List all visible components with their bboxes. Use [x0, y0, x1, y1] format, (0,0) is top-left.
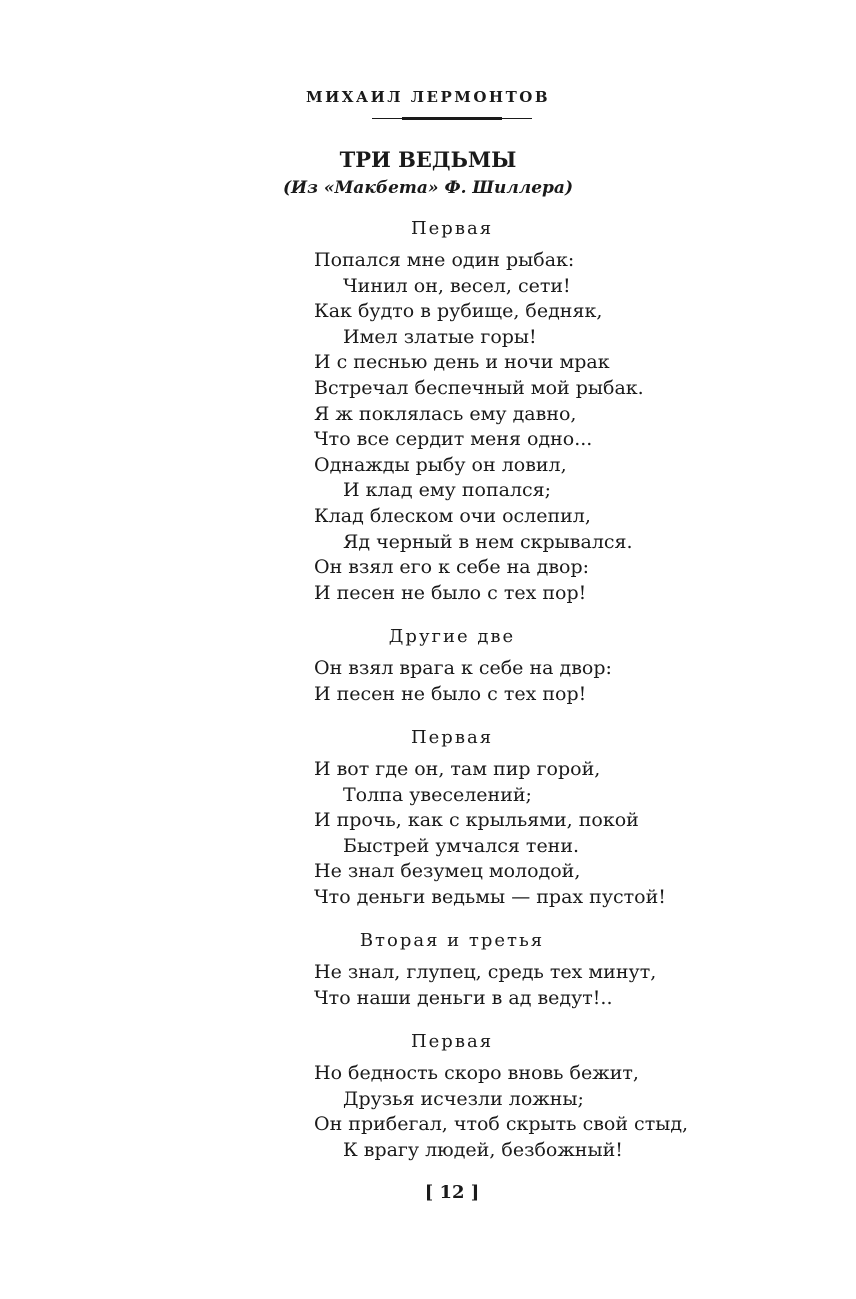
verse-line: Однажды рыбу он ловил,: [314, 453, 567, 476]
speaker-label: Другие две: [388, 626, 516, 647]
verse-line: Он взял врага к себе на двор:: [314, 657, 612, 679]
verse-line: И клад ему попался;: [343, 479, 552, 502]
verse-line: Что наши деньги в ад ведут!..: [314, 986, 613, 1009]
poem-subtitle: (Из «Макбета» Ф. Шиллера): [282, 178, 573, 198]
running-header-author: МИХАИЛ ЛЕРМОНТОВ: [305, 88, 551, 106]
verse-line: Что деньги ведьмы — прах пустой!: [314, 885, 666, 908]
verse-line: И песен не было с тех пор!: [314, 581, 587, 604]
speaker-label: Вторая и третья: [359, 930, 545, 951]
stanza: [314, 248, 644, 606]
verse-line: Имел златые горы!: [343, 325, 537, 348]
verse-line: Не знал безумец молодой,: [314, 860, 581, 883]
verse-line: Встречал беспечный мой рыбак.: [314, 376, 644, 399]
poem-title: ТРИ ВЕДЬМЫ: [339, 147, 517, 172]
verse-line: Друзья исчезли ложны;: [343, 1087, 584, 1110]
verse-line: Я ж поклялась ему давно,: [314, 402, 577, 425]
verse-line: И вот где он, там пир горой,: [314, 758, 601, 780]
stanza: [314, 1061, 688, 1163]
verse-line: Быстрей умчался тени.: [343, 834, 580, 857]
verse-line: Не знал, глупец, средь тех минут,: [314, 961, 657, 983]
speaker-label: Первая: [410, 1031, 494, 1052]
page-number: [ 12 ]: [424, 1182, 480, 1203]
verse-line: Толпа увеселений;: [343, 783, 532, 806]
verse-line: Попался мне один рыбак:: [314, 249, 575, 271]
verse-line: Чинил он, весел, сети!: [343, 274, 571, 297]
verse-line: Но бедность скоро вновь бежит,: [314, 1062, 639, 1084]
speaker-label: Первая: [410, 218, 494, 239]
verse-line: И песен не было с тех пор!: [314, 682, 587, 705]
verse-line: Как будто в рубище, бедняк,: [314, 300, 603, 323]
verse-line: Клад блеском очи ослепил,: [314, 504, 591, 527]
verse-line: Он прибегал, чтоб скрыть свой стыд,: [314, 1113, 689, 1136]
verse-line: Он взял его к себе на двор:: [314, 556, 590, 579]
verse-line: К врагу людей, безбожный!: [343, 1138, 623, 1161]
verse-line: И с песнью день и ночи мрак: [314, 351, 610, 374]
stanza: [314, 656, 612, 707]
verse-line: Что все сердит меня одно...: [314, 428, 593, 451]
stanza: [314, 960, 656, 1011]
header-rule-accent: [402, 117, 502, 120]
speaker-label: Первая: [410, 727, 494, 748]
verse-line: И прочь, как с крыльями, покой: [314, 809, 639, 832]
verse-line: Яд черный в нем скрывался.: [343, 530, 633, 553]
stanza: [314, 757, 666, 911]
